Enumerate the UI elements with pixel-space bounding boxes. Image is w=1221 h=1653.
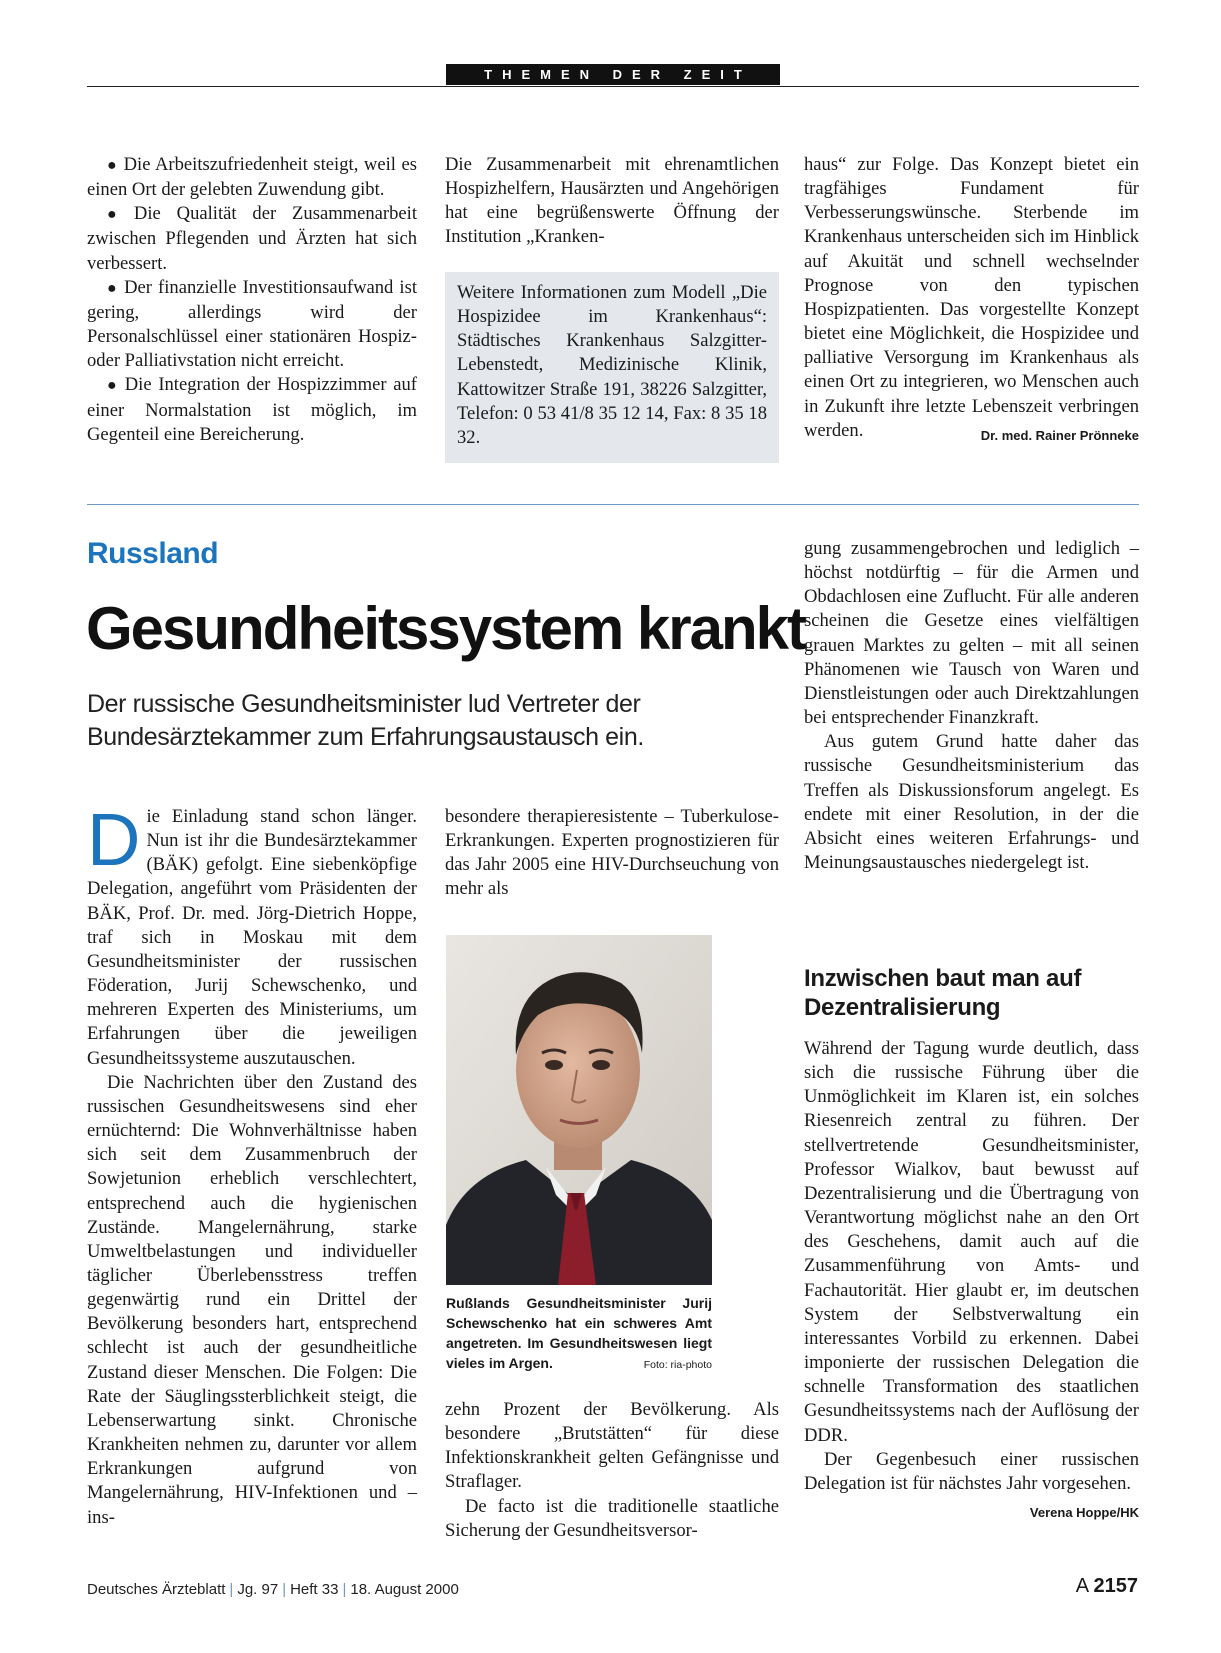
paragraph: De facto ist die traditionelle staatliche Sicherung der Gesundheitsversor-: [445, 1495, 779, 1541]
bullet-item: [87, 276, 417, 374]
page-number-value: 2157: [1093, 1575, 1138, 1597]
paragraph: Aus gutem Grund hatte daher das russische Gesundheitsministerium das Treffen als Diskussionsforum angelegt. Es endete mit einer Resolution, in der die Absicht eines weiteren Erfahrungs- und Meinungsaustausches niedergelegt ist.: [804, 731, 1139, 874]
paragraph-text: Der Gegenbesuch einer russischen Delegation ist für nächstes Jahr vorgesehen.: [804, 1448, 1139, 1494]
bullet-item: [87, 373, 417, 446]
journal-issue: Heft 33: [290, 1581, 339, 1598]
prev-article-col3: [804, 153, 1139, 448]
footer-separator: |: [229, 1581, 234, 1598]
bullet-text: Die Qualität der Zusammenarbeit zwischen Pflegenden und Ärzten hat sich verbessert.: [87, 203, 417, 274]
bullet-item: [87, 202, 417, 275]
footer-separator: |: [282, 1581, 287, 1598]
paragraph: gung zusammengebrochen und lediglich – höchst notdürftig – für die Armen und Obdachlosen eine Zuflucht. Für alle anderen scheinen die Gesetze eines vielfältigen grauen Marktes zu gelten – mit all seinen Phänomenen wie Tausch von Waren und Dienstleistungen oder auch Direktzahlungen bei entsprechender Finanzkraft.: [804, 538, 1139, 729]
article-kicker: Russland: [87, 537, 219, 570]
page-prefix: A: [1075, 1575, 1088, 1597]
article-col2-top: [445, 805, 779, 902]
bullet-text: Die Integration der Hospizzimmer auf einer Normalstation ist möglich, im Gegenteil eine Bereicherung.: [87, 374, 418, 445]
bullet-icon: ●: [107, 279, 119, 297]
header-rule: [87, 86, 1139, 87]
photo-caption: [446, 1293, 712, 1375]
article-divider: [87, 504, 1139, 505]
page-number: [1076, 1575, 1138, 1598]
article-col2-bottom: [445, 1398, 779, 1543]
section-badge: THEMEN DER ZEIT: [446, 64, 780, 85]
prev-article-col1: [87, 153, 417, 447]
article-col3-top: [804, 537, 1139, 875]
paragraph-text: ie Einladung stand schon länger. Nun ist ihr die Bundesärztekammer (BÄK) gefolgt. Eine siebenköpfige Delegation, angeführt vom Präsidenten der BÄK, Prof. Dr. med. Jörg-Dietrich Hoppe, traf sich in Moskau mit dem Gesundheitsminister der russischen Föderation, Jurij Schewschenko, und mehreren Experten des Ministeriums, um Erfahrungen über die jeweiligen Gesundheitssysteme auszutauschen.: [87, 806, 417, 1069]
minister-photo: [446, 935, 712, 1285]
article-col1: [87, 798, 417, 1530]
prev-article-col2: [445, 153, 779, 250]
paragraph: Die Zusammenarbeit mit ehrenamtlichen Hospizhelfern, Hausärzten und Angehörigen hat eine begrüßenswerte Öffnung der Institution „Kranken-: [445, 154, 779, 248]
paragraph: Die Nachrichten über den Zustand des russischen Gesundheitswesens sind eher ernüchternd: Die Wohnverhältnisse haben sich seit dem Zusammenbruch der Sowjetunion erheblich verschlechtert, entsprechend auch die hygienischen Zustände. Mangelernährung, starke Umweltbelastungen und individueller täglicher Überlebensstress treffen gegenwärtig rund ein Drittel der Bevölkerung besonders hart, entsprechend schlecht ist auch der gesundheitliche Zustand dieser Menschen. Die Folgen: Die Rate der Säuglingssterblichkeit steigt, die Lebenserwartung sinkt. Chronische Krankheiten nehmen zu, darunter vor allem Erkrankungen aufgrund von Mangelernährung, HIV-Infektionen und – ins-: [87, 1071, 417, 1528]
article-headline: Gesundheitssystem krankt: [86, 595, 805, 662]
paragraph: [804, 153, 1139, 443]
bullet-text: Der finanzielle Investitionsaufwand ist gering, allerdings wird der Personalschlüssel einer stationären Hospiz- oder Palliativstation nicht erreicht.: [87, 276, 417, 372]
caption-text: Rußlands Gesundheitsminister Jurij Schewschenko hat ein schweres Amt angetreten. Im Gesundheitswesen liegt vieles im Argen.: [446, 1295, 712, 1371]
drop-cap: D: [87, 798, 141, 881]
journal-name: Deutsches Ärzteblatt: [87, 1581, 226, 1598]
paragraph: zehn Prozent der Bevölkerung. Als besondere „Brutstätten“ für diese Infektionskrankheit gelten Gefängnisse und Straflager.: [445, 1399, 779, 1493]
article-col3-bottom: [804, 1037, 1139, 1525]
paragraph: [804, 1448, 1139, 1520]
paragraph-text: haus“ zur Folge. Das Konzept bietet ein tragfähiges Fundament für Verbesserungswünsche. Sterbende im Krankenhaus unterscheiden sich im Hinblick auf Akuität und schnell wechselnder Prognose von den typischen Hospizpatienten. Das vorgestellte Konzept bietet eine Möglichkeit, die Hospizidee und palliative Versorgung im Krankenhaus als einen Ort zu integrieren, wo Menschen auch in Zukunft ihre letzte Lebenszeit verbringen werden.: [804, 154, 1139, 441]
author-byline: Dr. med. Rainer Prönneke: [980, 427, 1139, 443]
footer-separator: |: [342, 1581, 347, 1598]
photo-credit: Foto: ria-photo: [643, 1359, 712, 1371]
bullet-text: Die Arbeitszufriedenheit steigt, weil es einen Ort der gelebten Zuwendung gibt.: [87, 154, 417, 201]
journal-volume: Jg. 97: [237, 1581, 279, 1598]
author-byline: Verena Hoppe/HK: [1029, 1504, 1139, 1520]
info-box-text: Weitere Informationen zum Modell „Die Hospizidee im Krankenhaus“: Städtisches Krankenhaus Salzgitter-Lebenstedt, Medizinische Klinik, Kattowitzer Straße 191, 38226 Salzgitter, Telefon: 0 53 41/8 35 12 14, Fax: 8 35 18 32.: [457, 282, 767, 448]
issue-date: 18. August 2000: [350, 1581, 459, 1598]
portrait-image: [446, 935, 712, 1285]
info-box: [445, 272, 779, 463]
paragraph: Während der Tagung wurde deutlich, dass sich die russische Führung über die Unmöglichkeit im Klaren ist, ein solches Riesenreich zentral zu führen. Der stellvertretende Gesundheitsminister, Professor Wialkov, baut bewusst auf Dezentralisierung und die Übertragung von Verantwortung möglichst nahe an den Ort des Geschehens, damit auch auf die Zusammenführung von Amts- und Fachautorität. Hier glaubt er, im deutschen System der Selbstverwaltung ein interessantes Vorbild zu erkennen. Dabei imponierte der russischen Delegation die schnelle Transformation des staatlichen Gesundheitssystems nach der Auflösung der DDR.: [804, 1038, 1139, 1446]
article-deck: Der russische Gesundheitsminister lud Vertreter der Bundesärztekammer zum Erfahrungsaustausch ein.: [87, 690, 644, 751]
page-footer: [87, 1581, 459, 1598]
bullet-item: [87, 153, 417, 202]
bullet-icon: ●: [107, 377, 119, 395]
bullet-icon: ●: [107, 157, 118, 174]
paragraph: besondere therapieresistente – Tuberkulose-Erkrankungen. Experten prognostizieren für das Jahr 2005 eine HIV-Durchseuchung von mehr als: [445, 806, 779, 900]
bullet-icon: ●: [107, 206, 128, 224]
article-subheading: Inzwischen baut man auf Dezentralisierung: [804, 965, 1082, 1021]
lead-paragraph: [87, 798, 417, 1071]
